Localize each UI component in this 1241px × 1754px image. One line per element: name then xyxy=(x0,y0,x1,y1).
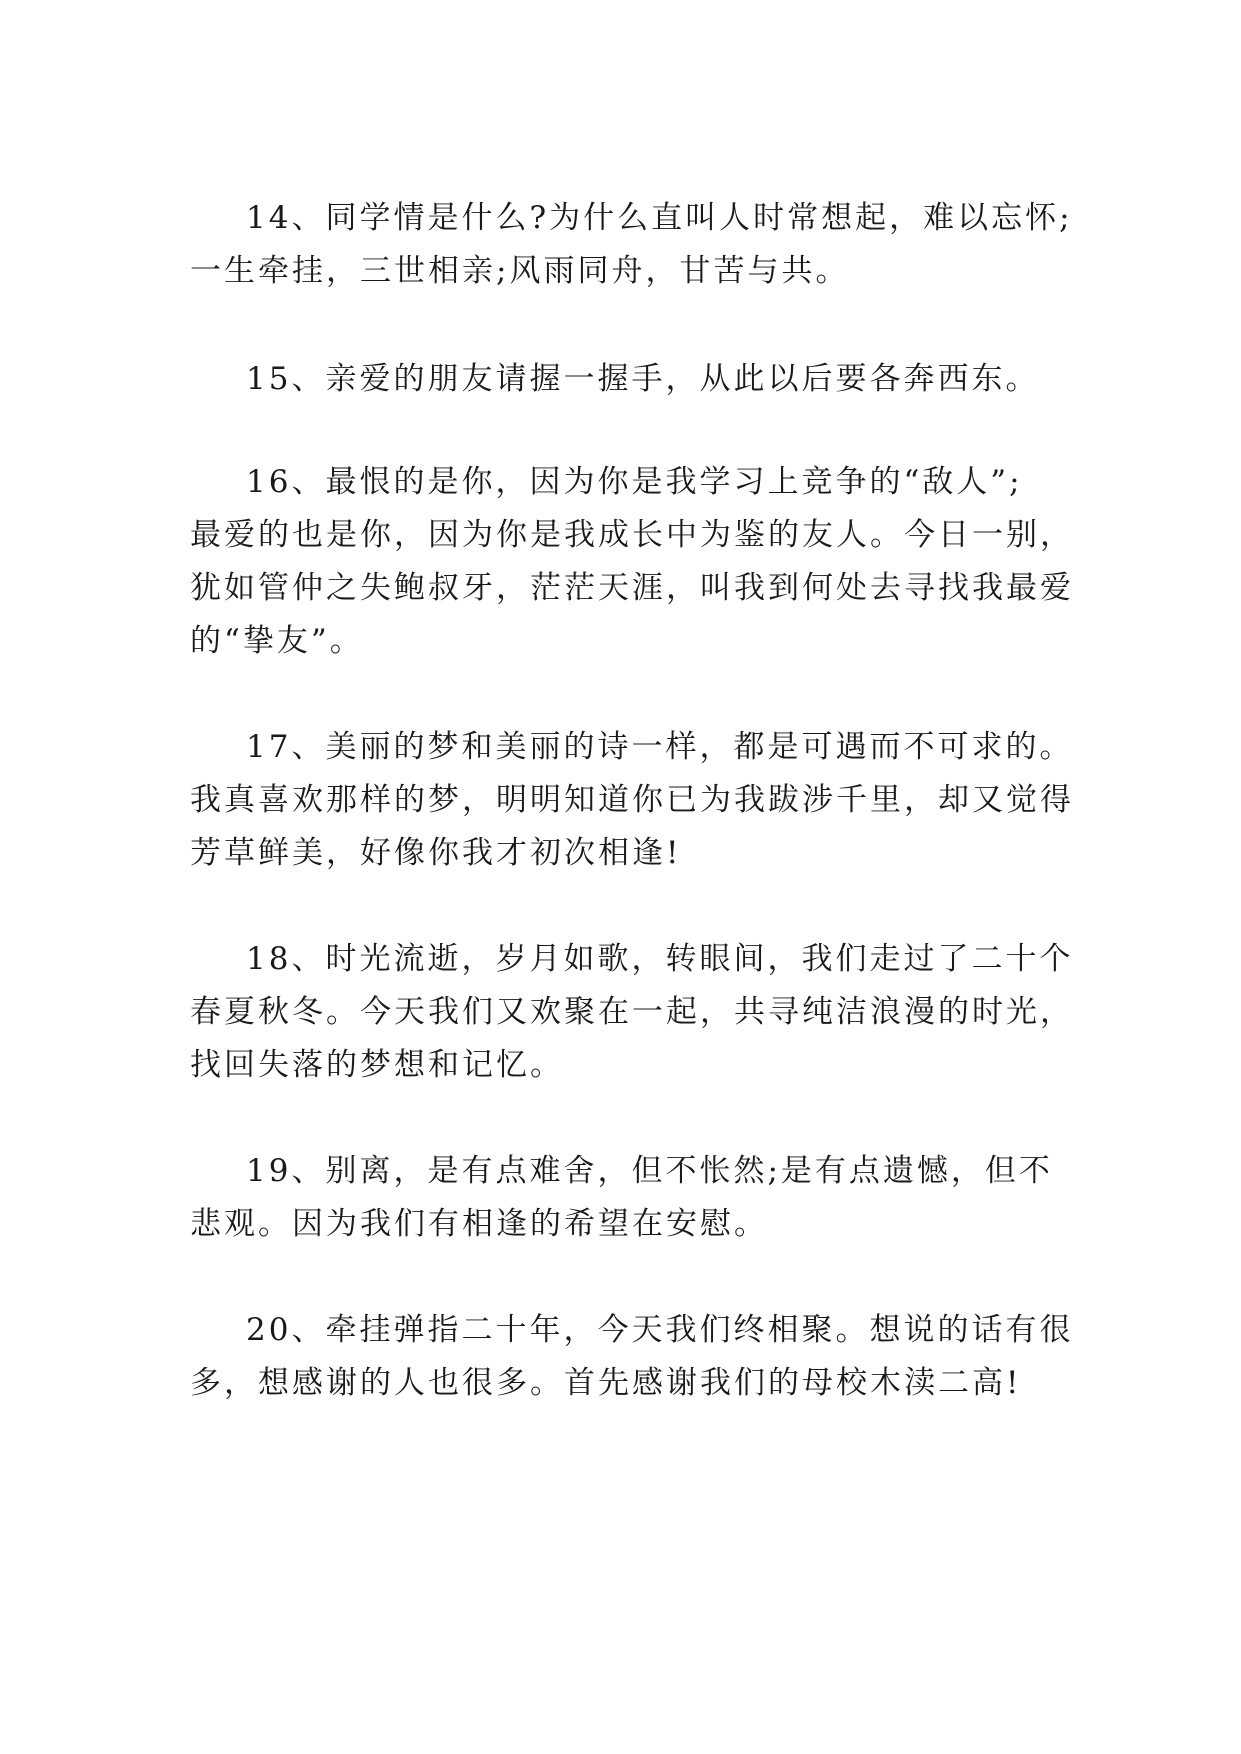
paragraph-17-line-3: 芳草鲜美，好像你我才初次相逢! xyxy=(190,835,682,871)
paragraph-15-line-1: 15、亲爱的朋友请握一握手，从此以后要各奔西东。 xyxy=(246,361,1040,397)
paragraph-16-line-1: 16、最恨的是你，因为你是我学习上竞争的“敌人”; xyxy=(246,464,1023,500)
paragraph-14-line-2: 一生牵挂，三世相亲;风雨同舟，甘苦与共。 xyxy=(190,253,850,289)
paragraph-20-line-1: 20、牵挂弹指二十年，今天我们终相聚。想说的话有很 xyxy=(246,1312,1074,1348)
paragraph-17-line-1: 17、美丽的梦和美丽的诗一样，都是可遇而不可求的。 xyxy=(246,729,1074,765)
paragraph-19-line-2: 悲观。因为我们有相逢的希望在安慰。 xyxy=(190,1206,768,1242)
paragraph-20-line-2: 多，想感谢的人也很多。首先感谢我们的母校木渎二高! xyxy=(190,1365,1022,1401)
paragraph-19-line-1: 19、别离，是有点难舍，但不怅然;是有点遗憾，但不 xyxy=(246,1153,1053,1189)
paragraph-18-line-3: 找回失落的梦想和记忆。 xyxy=(190,1047,564,1083)
paragraph-18-line-2: 春夏秋冬。今天我们又欢聚在一起，共寻纯洁浪漫的时光， xyxy=(190,994,1074,1030)
paragraph-18-line-1: 18、时光流逝，岁月如歌，转眼间，我们走过了二十个 xyxy=(246,941,1074,977)
paragraph-16-line-3: 犹如管仲之失鲍叔牙，茫茫天涯，叫我到何处去寻找我最爱 xyxy=(190,570,1074,606)
paragraph-16-line-4: 的“挚友”。 xyxy=(190,623,364,659)
paragraph-14-line-1: 14、同学情是什么?为什么直叫人时常想起，难以忘怀; xyxy=(246,200,1073,236)
paragraph-17-line-2: 我真喜欢那样的梦，明明知道你已为我跋涉千里，却又觉得 xyxy=(190,782,1074,818)
paragraph-16-line-2: 最爱的也是你，因为你是我成长中为鉴的友人。今日一别， xyxy=(190,517,1074,553)
